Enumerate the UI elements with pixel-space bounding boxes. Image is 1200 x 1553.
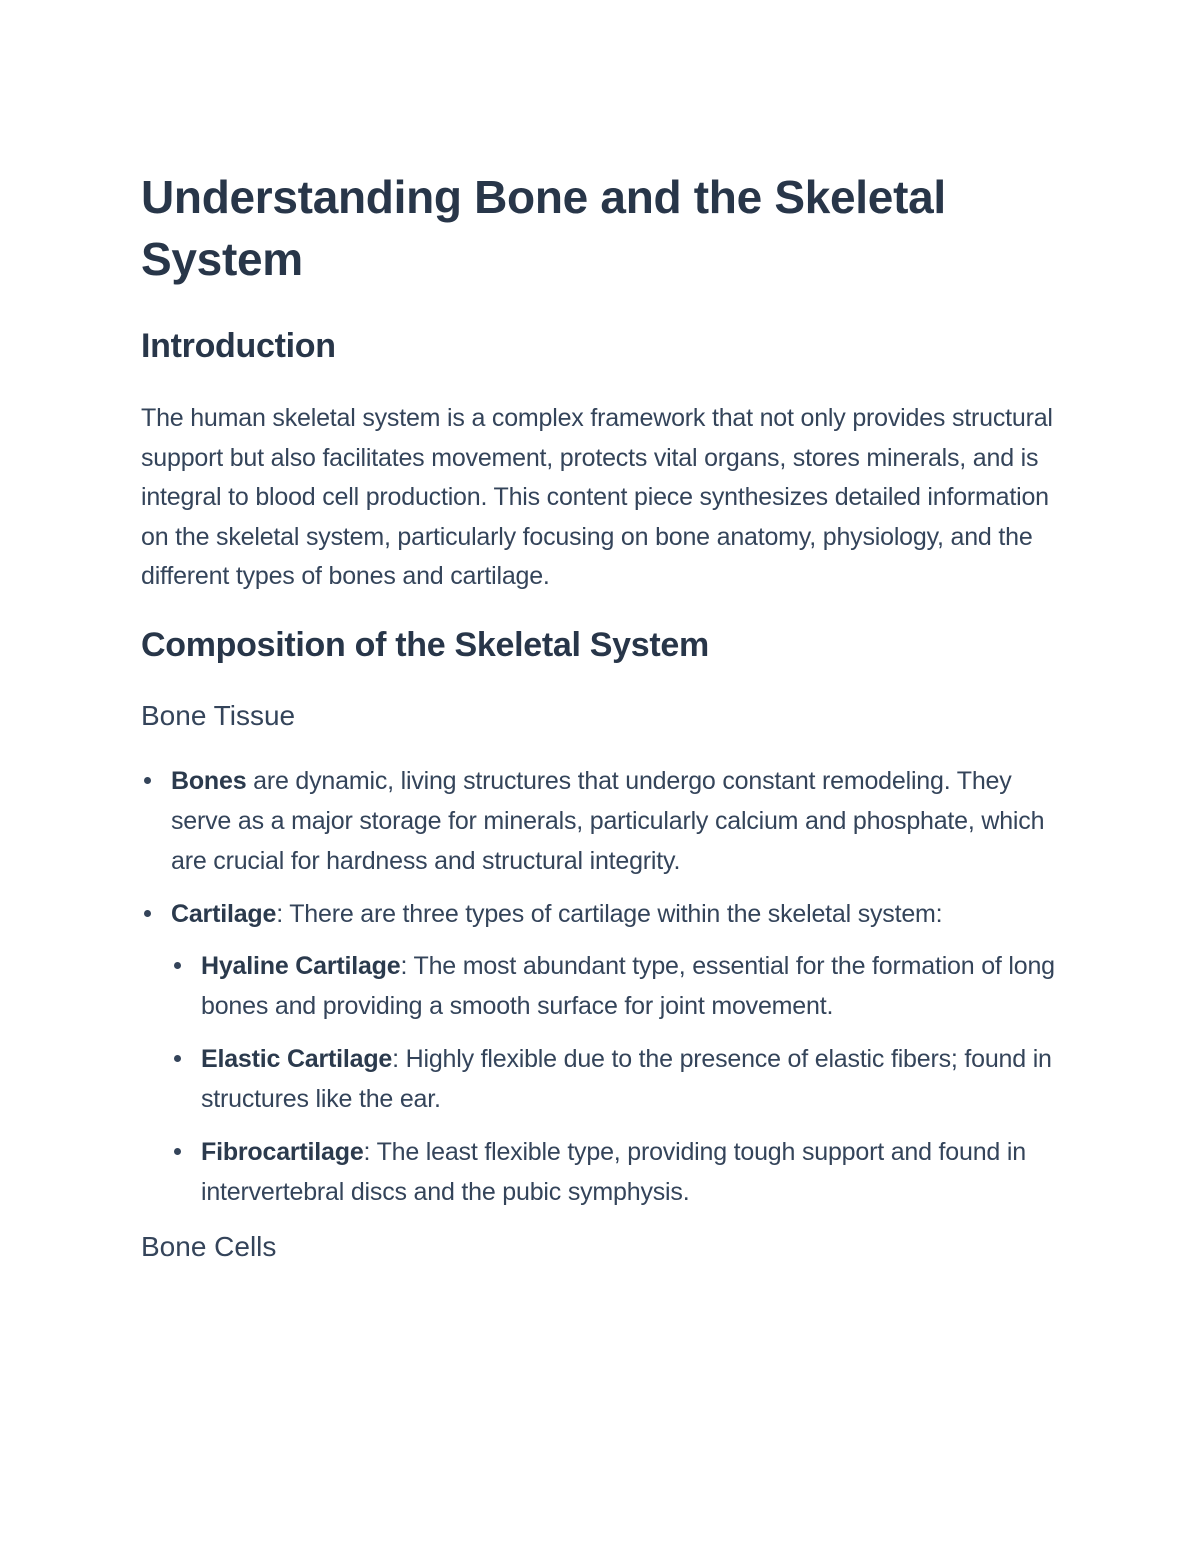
list-item-bones bbox=[141, 761, 1060, 881]
list-item-text: : Highly flexible due to the presence of elastic fibers; found in structures like the ear. bbox=[201, 1044, 1052, 1113]
bone-tissue-heading: Bone Tissue bbox=[141, 699, 296, 731]
list-item-cartilage bbox=[141, 894, 1060, 1212]
term-elastic-cartilage: Elastic Cartilage bbox=[201, 1044, 393, 1073]
bullet-icon bbox=[144, 777, 151, 784]
introduction-paragraph: The human skeletal system is a complex framework that not only provides structural support but also facilitates movement, protects vital organs, stores minerals, and is integral to blood cell production. This content piece synthesizes detailed information on the skeletal system, particularly focusing on bone anatomy, physiology, and the different types of bones and cartilage. bbox=[141, 404, 1053, 590]
bone-tissue-list bbox=[141, 761, 1060, 1212]
list-item-text: are dynamic, living structures that undergo constant remodeling. They serve as a major storage for minerals, particularly calcium and phosphate, which are crucial for hardness and structural integrity. bbox=[171, 766, 1045, 875]
bone-cells-heading: Bone Cells bbox=[141, 1230, 277, 1262]
list-item-fibrocartilage bbox=[171, 1132, 1060, 1212]
list-item-text: : There are three types of cartilage within the skeletal system: bbox=[276, 899, 943, 928]
bullet-icon bbox=[144, 910, 151, 917]
bullet-icon bbox=[174, 1055, 181, 1062]
composition-heading: Composition of the Skeletal System bbox=[141, 625, 709, 664]
term-hyaline-cartilage: Hyaline Cartilage bbox=[201, 951, 401, 980]
term-fibrocartilage: Fibrocartilage bbox=[201, 1137, 364, 1166]
document-title: Understanding Bone and the Skeletal System bbox=[141, 171, 946, 285]
cartilage-types-list bbox=[171, 946, 1060, 1212]
list-item-text: : The least flexible type, providing tough support and found in intervertebral discs and the pubic symphysis. bbox=[201, 1137, 1026, 1206]
bullet-icon bbox=[174, 962, 181, 969]
list-item-elastic bbox=[171, 1039, 1060, 1119]
list-item-text: : The most abundant type, essential for the formation of long bones and providing a smooth surface for joint movement. bbox=[201, 951, 1055, 1020]
bullet-icon bbox=[174, 1148, 181, 1155]
term-cartilage: Cartilage bbox=[171, 899, 277, 928]
term-bones: Bones bbox=[171, 766, 247, 795]
list-item-hyaline bbox=[171, 946, 1060, 1026]
introduction-heading: Introduction bbox=[141, 327, 336, 365]
